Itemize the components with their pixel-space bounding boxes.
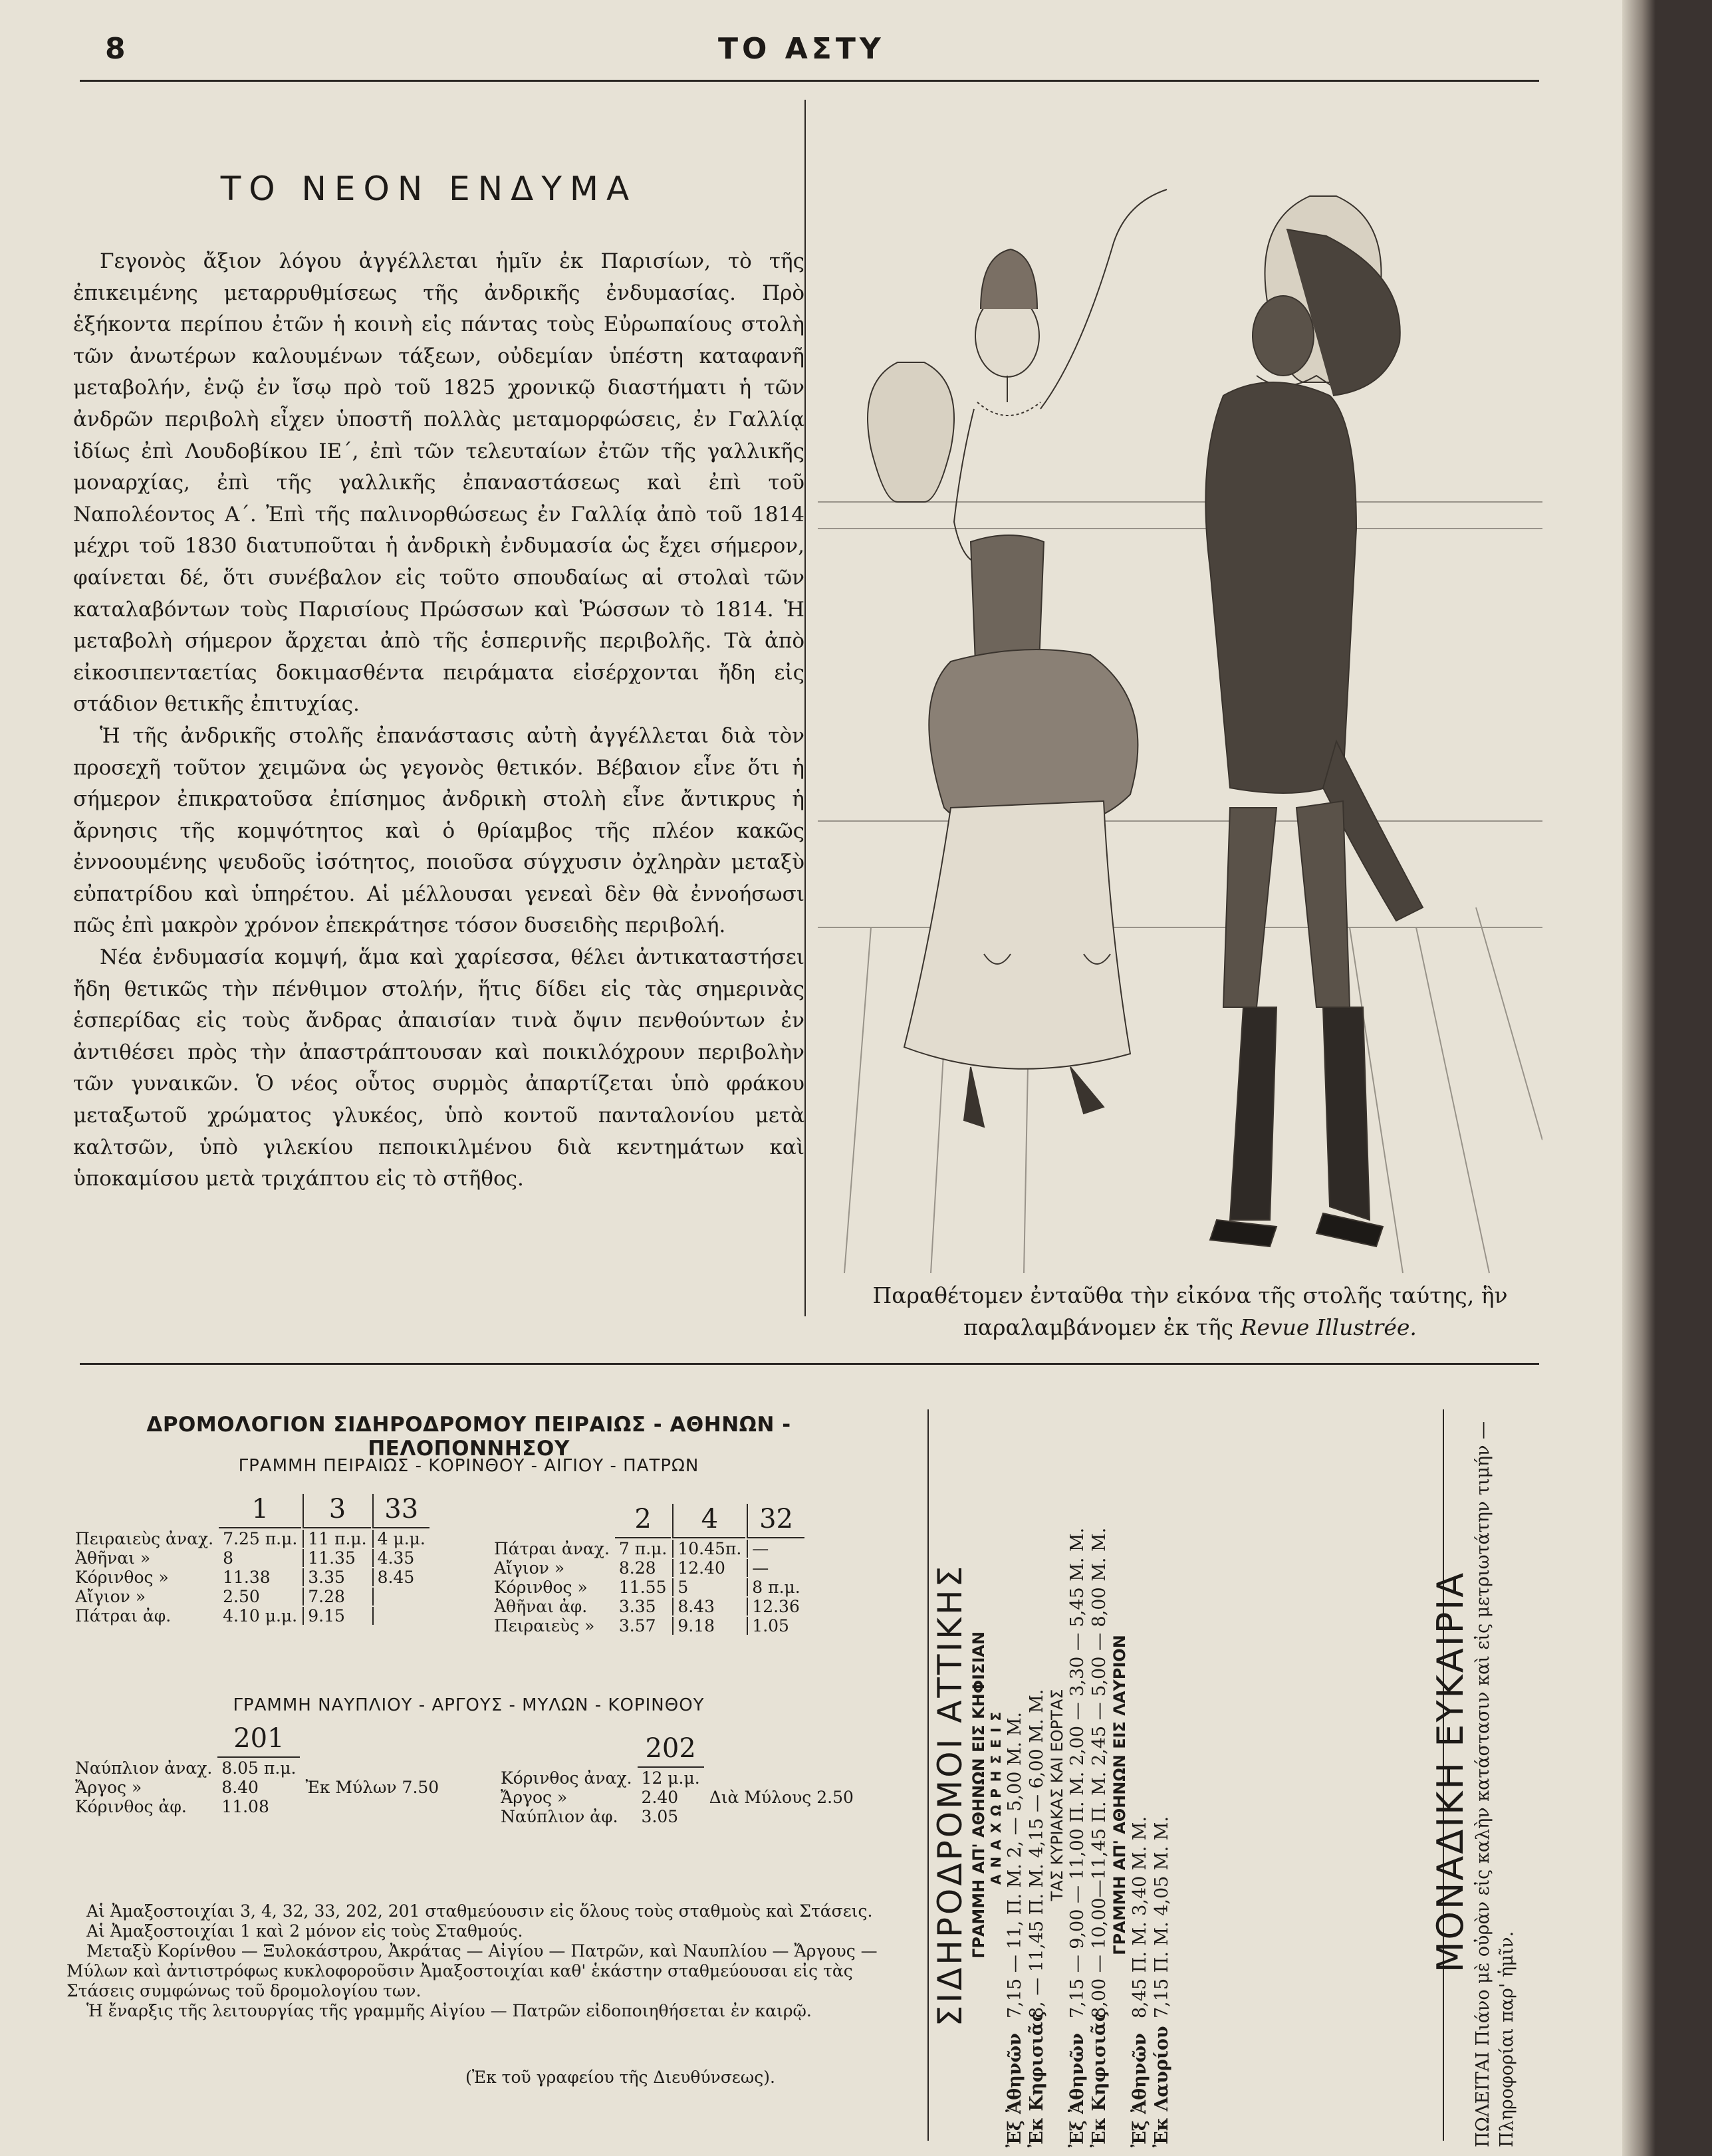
table-row (490, 1578, 804, 1596)
timetable-notes (66, 1901, 904, 2021)
holidays-label: ΤΑΣ ΚΥΡΙΑΚΑΣ ΚΑΙ ΕΟΡΤΑΣ (1048, 1689, 1066, 1901)
time-cell: 7 π.μ. (618, 1539, 668, 1558)
time-cell: 8.05 π.μ. (221, 1758, 297, 1778)
time-cell: 3.35 (618, 1597, 656, 1616)
timetable-note: Ἡ ἔναρξις τῆς λειτουργίας τῆς γραμμῆς Αἰγίου — Πατρῶν εἰδοποιηθήσεται ἐν καιρῷ. (86, 2001, 812, 2020)
time-cell: 10.45π. (672, 1540, 745, 1558)
time-cell: 9.15 (303, 1607, 370, 1625)
line2-title: ΓΡΑΜΜΗ ΝΑΥΠΛΙΟΥ - ΑΡΓΟΥΣ - ΜΥΛΩΝ - ΚΟΡΙΝΘΟΥ (233, 1695, 705, 1715)
train-number: 32 (747, 1504, 804, 1538)
section-rule (80, 1363, 1539, 1365)
station-name: Πειραιεὺς ἀναχ. (75, 1529, 214, 1548)
train-number: 2 (615, 1504, 671, 1538)
timetable-note: Αἱ Ἀμαξοστοιχίαι 1 καὶ 2 μόνον εἰς τοὺς Σταθμούς. (86, 1921, 523, 1941)
attica-railways-column (931, 1443, 1172, 2147)
table-row (71, 1530, 429, 1548)
article-body (73, 246, 804, 1195)
timetable-line1-outbound (70, 1493, 431, 1626)
time-cell: 12 μ.μ. (641, 1768, 700, 1788)
time-cell: 11.08 (221, 1797, 269, 1816)
schedule-row (1151, 1443, 1173, 2147)
table-row (71, 1759, 443, 1777)
header-rule (80, 80, 1539, 82)
route-label: Ἐξ Ἀθηνῶν (1067, 2033, 1088, 2147)
note-cell: Διὰ Μύλους 2.50 (709, 1788, 854, 1807)
page-edge-shadow (1622, 0, 1655, 2156)
train-number: 3 (303, 1494, 370, 1528)
time-cell: 11.35 (303, 1549, 370, 1567)
time-cell: 9.18 (672, 1617, 745, 1635)
time-cell: 1.05 (747, 1617, 804, 1635)
schedule-row (1004, 1443, 1026, 2147)
table-row (490, 1559, 804, 1577)
timetable-line2-outbound (70, 1722, 444, 1817)
page-number: 8 (105, 32, 126, 66)
table-row (71, 1549, 429, 1567)
article-title: ΤΟ ΝΕΟΝ ΕΝΔΥΜΑ (220, 170, 638, 208)
engraving-illustration (818, 143, 1542, 1280)
table-row (71, 1607, 429, 1625)
classified-ad-column (1429, 1396, 1569, 2147)
station-name: Ναύπλιον ἀναχ. (75, 1758, 213, 1778)
station-name: Κόρινθος ἀφ. (75, 1797, 187, 1816)
note-cell (705, 1769, 858, 1787)
table-row (490, 1617, 804, 1635)
running-title: ΤΟ ΑΣΤΥ (718, 32, 885, 66)
time-cell: 3.35 (303, 1568, 370, 1586)
time-cell: 2.50 (223, 1587, 260, 1606)
schedule-row (1066, 1443, 1088, 2147)
train-number: 33 (372, 1494, 429, 1528)
route-times: 7,15 — 11, Π. Μ. 2, — 5,00 Μ. Μ. (1005, 1712, 1025, 2018)
time-cell: 3.57 (618, 1616, 656, 1635)
train-number: 202 (638, 1733, 704, 1768)
station-name: Πειραιεὺς » (494, 1616, 595, 1635)
train-number: 201 (217, 1723, 300, 1758)
note-cell (301, 1759, 443, 1777)
station-name: Πάτραι ἀφ. (75, 1606, 172, 1625)
schedule-row (1026, 1443, 1048, 2147)
train-number: 4 (672, 1504, 745, 1538)
table-row (490, 1540, 804, 1558)
note-cell (705, 1808, 858, 1826)
article-paragraph: Νέα ἐνδυμασία κομψή, ἅμα καὶ χαρίεσσα, θέλει ἀντικαταστήσει ἤδη θετικῶς τὴν πένθιμον στολήν, ἥτις δίδει εἰς τὰς σημερινὰς ἑσπερίδας εἰς τοὺς ἄνδρας ἀπαισίαν τινὰ ὄψιν πενθούντων ἐν ἀντιθέσει πρὸς τὴν ἀπαστράπτουσαν καὶ ποικιλόχρουν περιβολὴν τῶν γυναικῶν. Ὁ νέος οὗτος συρμὸς ἀπαρτίζεται ὑπὸ φράκου μεταξωτοῦ χρώματος γλυκέος, ὑπὸ κοντοῦ πανταλονίου μετὰ καλτσῶν, ὑπὸ γιλεκίου πεποικιλμένου διὰ κεντημάτων καὶ ὑποκαμίσου μετὰ τριχάπτου εἰς τὸ στῆθος. (73, 945, 804, 1191)
timetable-title: ΔΡΟΜΟΛΟΓΙΟΝ ΣΙΔΗΡΟΔΡΟΜΟΥ ΠΕΙΡΑΙΩΣ - ΑΘΗΝΩΝ - ΠΕΛΟΠΟΝΝΗΣΟΥ (146, 1413, 791, 1461)
table-row (71, 1798, 443, 1816)
time-cell: 11.55 (618, 1578, 667, 1597)
schedule-row (1129, 1443, 1151, 2147)
station-name: Πάτραι ἀναχ. (494, 1539, 610, 1558)
station-name: Αἴγιον » (75, 1587, 146, 1606)
table-row (497, 1808, 858, 1826)
attica-railways-title: ΣΙΔΗΡΟΔΡΟΜΟΙ ΑΤΤΙΚΗΣ (931, 1563, 969, 2027)
timetable-note: Μεταξὺ Κορίνθου — Ξυλοκάστρου, Ἀκράτας — Αἰγίου — Πατρῶν, καὶ Ναυπλίου — Ἄργους — Μύλων καὶ ἀντιστρόφως κυκλοφοροῦσιν Ἀμαξοστοιχίαι καθ' ἑκάστην σταθμεύουσαι εἰς τὰς Στάσεις συμφώνως τοῦ δρομολογίου των. (66, 1941, 878, 2000)
note-cell (301, 1798, 443, 1816)
time-cell: 8.43 (672, 1598, 745, 1616)
caption-text: Παραθέτομεν ἐνταῦθα τὴν εἰκόνα τῆς στολῆς ταύτης, ἣν παραλαμβάνομεν ἐκ τῆς (872, 1282, 1508, 1340)
time-cell: — (747, 1540, 804, 1558)
station-name: Ἀθῆναι » (75, 1548, 151, 1568)
time-cell: 7.28 (303, 1588, 370, 1606)
article-paragraph: Ἡ τῆς ἀνδρικῆς στολῆς ἐπανάστασις αὐτὴ ἀγγέλλεται διὰ τὸν προσεχῆ τοῦτον χειμῶνα ὡς γεγονὸς θετικόν. Βέβαιον εἶνε ὅτι ἡ σήμερον ἐπικρατοῦσα ἐπίσημος ἀνδρικὴ στολὴ εἶνε ἄντικρυς ἡ ἄρνησις τῆς κομψότητος καὶ ὁ θρίαμβος τῆς πλέον κακῶς ἐννοουμένης ψευδοῦς ἰσότητος, ποιοῦσα σύγχυσιν ὀχληρὰν μεταξὺ εὐπατρίδου καὶ ὑπηρέτου. Αἱ μέλλουσαι γενεαὶ δὲν θὰ ἐννοήσωσι πῶς ἐπὶ μακρὸν χρόνον ἐπεκράτησε τόσον δυσειδὴς περιβολή. (73, 723, 804, 938)
note-cell: Ἐκ Μύλων 7.50 (305, 1778, 439, 1797)
time-cell: 12.36 (747, 1598, 804, 1616)
time-cell: 4 μ.μ. (372, 1530, 429, 1548)
timetable-divider (927, 1409, 929, 2141)
table-row (497, 1788, 858, 1806)
time-cell: 4.35 (372, 1549, 429, 1567)
caption-source: Revue Illustrée. (1240, 1314, 1417, 1340)
article-paragraph: Γεγονὸς ἄξιον λόγου ἀγγέλλεται ἡμῖν ἐκ Παρισίων, τὸ τῆς ἐπικειμένης μεταρρυθμίσεως τῆς ἀνδρικῆς ἐνδυμασίας. Πρὸ ἑξήκοντα περίπου ἐτῶν ἡ κοινὴ εἰς πάντας τοὺς Εὐρωπαίους στολὴ τῶν ἀνωτέρων καλουμένων τάξεων, οὐδεμίαν ὑπέστη καταφανῆ μεταβολήν, ἐνῷ ἐν ἴσῳ πρὸ τοῦ 1825 χρονικῷ διαστήματι ἡ τῶν ἀνδρῶν περιβολὴ εἶχεν ὑποστῆ πολλὰς μεταμορφώσεις, ἐν Γαλλίᾳ ἰδίως ἐπὶ Λουδοβίκου ΙΕ΄, ἐπὶ τῶν τελευταίων ἐτῶν τῆς γαλλικῆς μοναρχίας, ἐπὶ τῆς γαλλικῆς ἐπαναστάσεως καὶ ἐπὶ τοῦ Ναπολέοντος Α΄. Ἐπὶ τῆς παλινορθώσεως ἐν Γαλλίᾳ ἀπὸ τοῦ 1814 μέχρι τοῦ 1830 διατυποῦται ἡ ἀνδρικὴ ἐνδυμασία ὡς ἔχει σήμερον, φαίνεται δέ, ὅτι συνέβαλον εἰς τοῦτο σπουδαίως αἱ στολαὶ τῶν καταλαβόντων τοὺς Παρισίους Πρώσσων καὶ Ῥώσσων τὸ 1814. Ἡ μεταβολὴ σήμερον ἄρχεται ἀπὸ τῆς ἑσπερινῆς περιβολῆς. Τὰ ἀπὸ εἰκοσιπενταετίας δοκιμασθέντα πειράματα εἰσέρχονται ἤδη εἰς στάδιον θετικῆς ἐπιτυχίας. (73, 249, 804, 717)
time-cell: 2.40 (641, 1788, 679, 1807)
time-cell: 8.40 (221, 1778, 259, 1797)
kifisia-line-title: ΓΡΑΜΜΗ ΑΠ' ΑΘΗΝΩΝ ΕΙΣ ΚΗΦΙΣΙΑΝ (969, 1631, 988, 1959)
time-cell (372, 1588, 429, 1606)
schedule-row (1088, 1443, 1110, 2147)
station-name: Ἄργος » (501, 1788, 568, 1807)
table-row (497, 1769, 858, 1787)
illustration-caption (831, 1280, 1549, 1344)
train-number: 1 (219, 1494, 301, 1528)
time-cell: 11.38 (223, 1568, 271, 1587)
table-row (71, 1778, 443, 1796)
time-cell: 8 (223, 1548, 233, 1568)
route-label: Ἐκ Λαυρίου (1152, 2026, 1172, 2147)
route-times: 8,45 Π. Μ. 3,40 Μ. Μ. (1130, 1816, 1150, 2018)
station-name: Αἴγιον » (494, 1558, 565, 1578)
time-cell: 12.40 (672, 1559, 745, 1577)
column-divider (804, 100, 806, 1316)
station-name: Ναύπλιον ἀφ. (501, 1807, 618, 1826)
time-cell: 3.05 (641, 1807, 679, 1826)
departures-label: ΑΝΑΧΩΡΗΣΕΙΣ (988, 1705, 1004, 1885)
notes-signature: (Ἐκ τοῦ γραφείου τῆς Διευθύνσεως). (465, 2068, 775, 2087)
station-name: Κόρινθος » (494, 1578, 588, 1597)
time-cell: 7.25 π.μ. (223, 1529, 298, 1548)
lavrio-line-title: ΓΡΑΜΜΗ ΑΠ' ΑΘΗΝΩΝ ΕΙΣ ΛΑΥΡΙΟΝ (1110, 1635, 1129, 1955)
table-row (71, 1568, 429, 1586)
table-row (71, 1588, 429, 1606)
time-cell: 8 π.μ. (747, 1578, 804, 1596)
time-cell: — (747, 1559, 804, 1577)
station-name: Ἄργος » (75, 1778, 142, 1797)
time-cell: 5 (672, 1578, 745, 1596)
time-cell (372, 1607, 429, 1625)
time-cell: 11 π.μ. (303, 1530, 370, 1548)
timetable-line2-return (495, 1732, 859, 1827)
table-row (490, 1598, 804, 1616)
route-label: Ἐξ Ἀθηνῶν (1130, 2033, 1150, 2147)
route-label: Ἐκ Κηφισιᾶς (1027, 2010, 1047, 2147)
station-name: Ἀθῆναι ἀφ. (494, 1597, 588, 1616)
route-label: Ἐκ Κηφισιᾶς (1089, 2010, 1110, 2147)
route-label: Ἐξ Ἀθηνῶν (1005, 2033, 1025, 2147)
route-times: 8,00 — 10,00—11,45 Π. Μ. 2,45 — 5,00 — 8,00 Μ. Μ. (1089, 1527, 1110, 2018)
timetable-note: Αἱ Ἀμαξοστοιχίαι 3, 4, 32, 33, 202, 201 σταθμεύουσιν εἰς ὅλους τοὺς σταθμοὺς καὶ Στάσεις. (86, 1901, 873, 1921)
route-times: 7,15 Π. Μ. 4,05 Μ. Μ. (1152, 1816, 1172, 2018)
station-name: Κόρινθος » (75, 1568, 169, 1587)
route-times: 8, — 11,45 Π. Μ. 4,15 — 6,00 Μ. Μ. (1027, 1689, 1047, 2018)
route-times: 7,15 — 9,00 — 11,00 Π. Μ. 2,00 — 3,30 — 5,45 Μ. Μ. (1067, 1527, 1088, 2018)
line1-title: ΓΡΑΜΜΗ ΠΕΙΡΑΙΩΣ - ΚΟΡΙΝΘΟΥ - ΑΙΓΙΟΥ - ΠΑΤΡΩΝ (238, 1456, 699, 1476)
classified-ad-text: ΠΩΛΕΙΤΑΙ Πιάνο μὲ οὐρὰν εἰς καλὴν κατάστασιν καὶ εἰς μετριωτάτην τιμήν — Πληροφορίαι παρ' ἡμῖν. (1473, 1421, 1517, 2147)
classified-ad-title: ΜΟΝΑΔΙΚΗ ΕΥΚΑΙΡΙΑ (1429, 1570, 1471, 1973)
time-cell: 8.45 (372, 1568, 429, 1586)
timetable-line1-return (489, 1502, 806, 1636)
station-name: Κόρινθος ἀναχ. (501, 1768, 632, 1788)
time-cell: 8.28 (618, 1558, 656, 1578)
time-cell: 4.10 μ.μ. (223, 1606, 298, 1625)
